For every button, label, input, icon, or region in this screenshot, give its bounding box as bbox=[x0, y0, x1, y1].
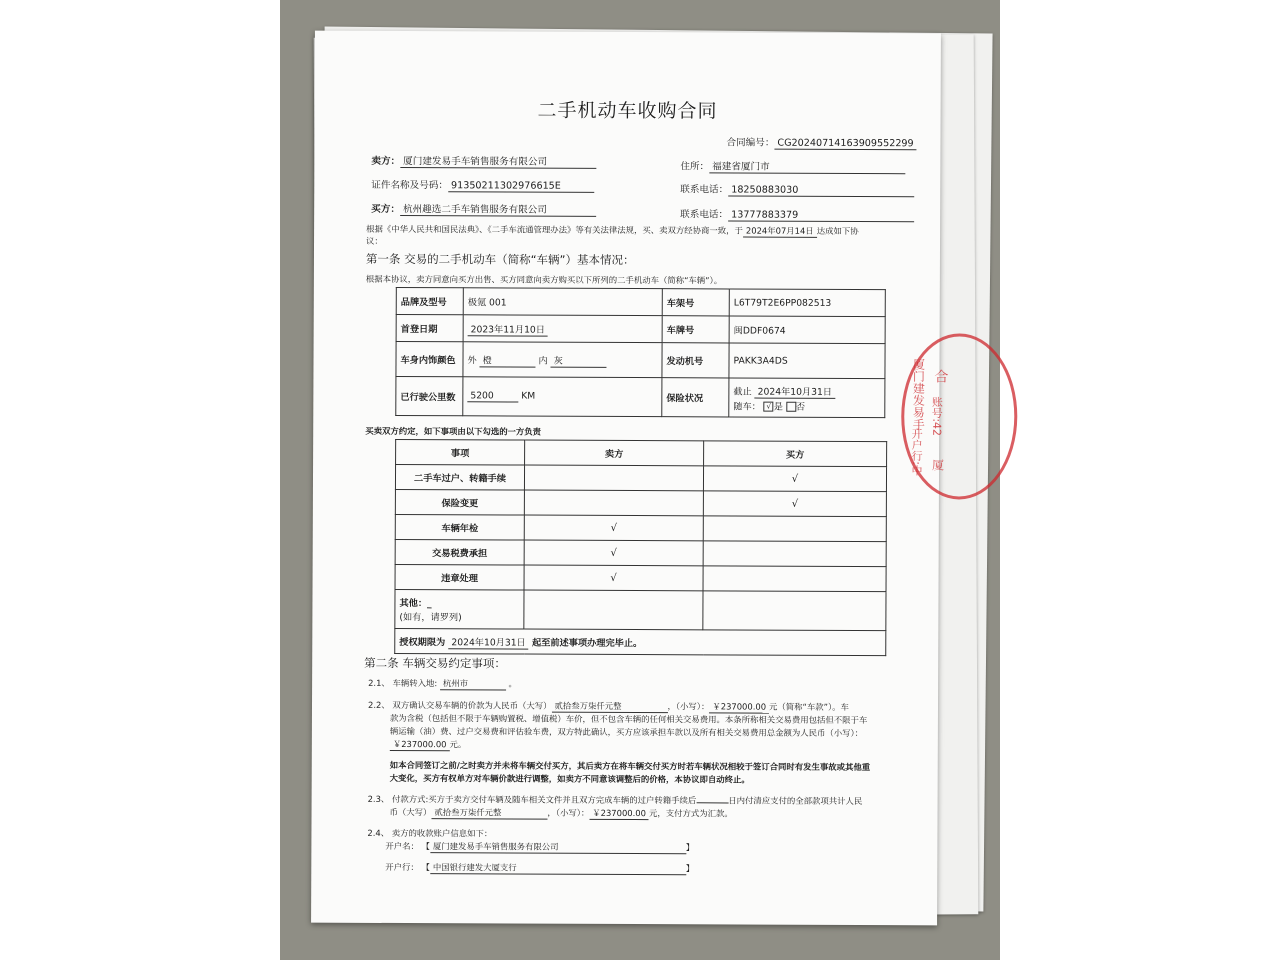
clause-2-3-line2: 币（大写） 贰拾叁万柒仟元整 ，（小写）： ￥237000.00 元，支付方式为汇款。 bbox=[389, 806, 733, 819]
clause-2-1: 2.1、 车辆转入地: 杭州市 。 bbox=[368, 677, 517, 689]
clause-2-2-total: ￥237000.00 元。 bbox=[390, 738, 466, 751]
clause-2-4: 2.4、 卖方的收款账户信息如下： bbox=[367, 827, 493, 839]
contract-title: 二手机动车收购合同 bbox=[537, 99, 718, 123]
engine-label: 发动机号 bbox=[662, 343, 729, 378]
clause-2-2-line1: 2.2、 双方确认交易车辆的价款为人民币（大写） 贰拾叁万柒仟元整 ，（小写）： ￥237000.00 元（简称“车款”）。车 bbox=[367, 699, 849, 712]
no-checkbox bbox=[786, 402, 796, 412]
color-value: 外 橙 内 灰 bbox=[463, 342, 662, 378]
buyer-phone-row: 联系电话： 13777883379 bbox=[680, 206, 914, 222]
mileage-label: 已行驶公里数 bbox=[396, 376, 463, 415]
mileage-value: 5200 KM bbox=[463, 377, 662, 417]
table-row: 二手车过户、转籍手续 √ bbox=[395, 464, 886, 491]
table-row: 违章处理 √ bbox=[395, 564, 886, 591]
duty-table bbox=[394, 439, 887, 656]
article1-intro: 根据本协议，卖方同意向买方出售、买方同意向卖方购买以下所列的二手机动车（简称“车辆”）。 bbox=[365, 273, 723, 286]
other-label: 其他：_ bbox=[399, 598, 432, 610]
vin-label: 车架号 bbox=[662, 289, 729, 316]
vehicle-info-table bbox=[395, 287, 886, 418]
address-row: 住所： 福建省厦门市 bbox=[680, 158, 905, 174]
vin-value: L6T79T2E6PP082513 bbox=[729, 289, 885, 317]
deadline-row: 授权期限为 2024年10月31日 起至前述事项办理完毕止。 bbox=[395, 628, 886, 655]
company-seal: 厦门建发易手 合 账号:42 开户行:中 厦 bbox=[901, 333, 1018, 500]
account-name-row: 开户名： 【 厦门建发易手车销售服务有限公司 】 bbox=[385, 840, 695, 853]
buyer-row: 买方： 杭州趣选二手车销售服务有限公司 bbox=[371, 201, 596, 217]
contract-number: 合同编号： CG20240714163909552299 bbox=[726, 134, 916, 150]
adjustment-clause-line1: 如本合同签订之前/之时卖方并未将车辆交付买方，其后卖方在将车辆交付买方时若车辆状况相较于签订合同时有发生事故或其他重 bbox=[389, 759, 871, 773]
engine-value: PAKK3A4DS bbox=[729, 343, 885, 379]
insurance-value bbox=[729, 378, 885, 418]
duty-header-buyer: 买方 bbox=[704, 441, 887, 467]
with-car: 随车： √ 是 否 bbox=[733, 400, 806, 413]
yes-checkbox: √ bbox=[764, 402, 774, 412]
insurance-until: 截止 2024年10月31日 bbox=[733, 383, 880, 399]
brand-label: 品牌及型号 bbox=[396, 287, 463, 314]
clause-2-2-line3: 辆运输（油）费、过户交易费和评估验车费，双方特此确认，买方应该承担车款以及所有相关交易费用总金额为人民币（小写）： bbox=[389, 725, 864, 739]
article2-title: 第二条 车辆交易约定事项： bbox=[364, 655, 506, 671]
basis-text-end: 议： bbox=[366, 235, 383, 246]
duty-intro: 买卖双方约定，如下事项由以下勾选的一方负责 bbox=[365, 425, 542, 437]
duty-other-row bbox=[395, 589, 886, 630]
plate-value: 闽DDF0674 bbox=[729, 316, 885, 344]
basis-text: 根据《中华人民共和国民法典》、《二手车流通管理办法》等有关法律法规，买、卖双方经协商一致，于 2024年07月14日 达成如下协 bbox=[366, 223, 859, 237]
bank-row: 开户行： 【 中国银行建发大厦支行 】 bbox=[385, 861, 695, 874]
seller-row: 卖方： 厦门建发易手车销售服务有限公司 bbox=[371, 153, 596, 169]
duty-header-seller: 卖方 bbox=[525, 440, 704, 466]
table-row: 车辆年检 √ bbox=[395, 514, 886, 541]
clause-2-3-line1: 2.3、 付款方式:买方于卖方交付车辆及随车相关文件并且双方完成车辆的过户转籍手续后 日内付清应支付的全部款项共计人民 bbox=[367, 793, 863, 807]
color-label: 车身内饰颜色 bbox=[396, 341, 463, 376]
duty-header-item: 事项 bbox=[396, 439, 525, 465]
article1-title: 第一条 交易的二手机动车（简称“车辆”）基本情况： bbox=[365, 251, 635, 268]
seller-phone-row: 联系电话： 18250883030 bbox=[680, 181, 914, 197]
insurance-label: 保险状况 bbox=[662, 378, 729, 417]
reg-date-label: 首登日期 bbox=[396, 314, 463, 341]
contract-page bbox=[311, 31, 949, 926]
reg-date-value: 2023年11月10日 bbox=[463, 315, 662, 343]
table-row: 交易税费承担 √ bbox=[395, 539, 886, 566]
other-note: (如有，请罗列) bbox=[399, 612, 462, 624]
brand-value: 极氪 001 bbox=[463, 288, 662, 316]
cert-row: 证件名称及号码： 91350211302976615E bbox=[371, 177, 594, 193]
clause-2-2-line2: 款为含税（包括但不限于车辆购置税、增值税）车价，但不包含车辆的任何相关交易费用。本条所称相关交易费用包括但不限于车 bbox=[389, 712, 868, 726]
table-row: 保险变更 √ bbox=[395, 489, 886, 516]
adjustment-clause-line2: 大变化，买方有权单方对车辆价款进行调整，如卖方不同意该调整后的价格，本协议即自动终止。 bbox=[389, 772, 750, 785]
plate-label: 车牌号 bbox=[662, 316, 729, 343]
